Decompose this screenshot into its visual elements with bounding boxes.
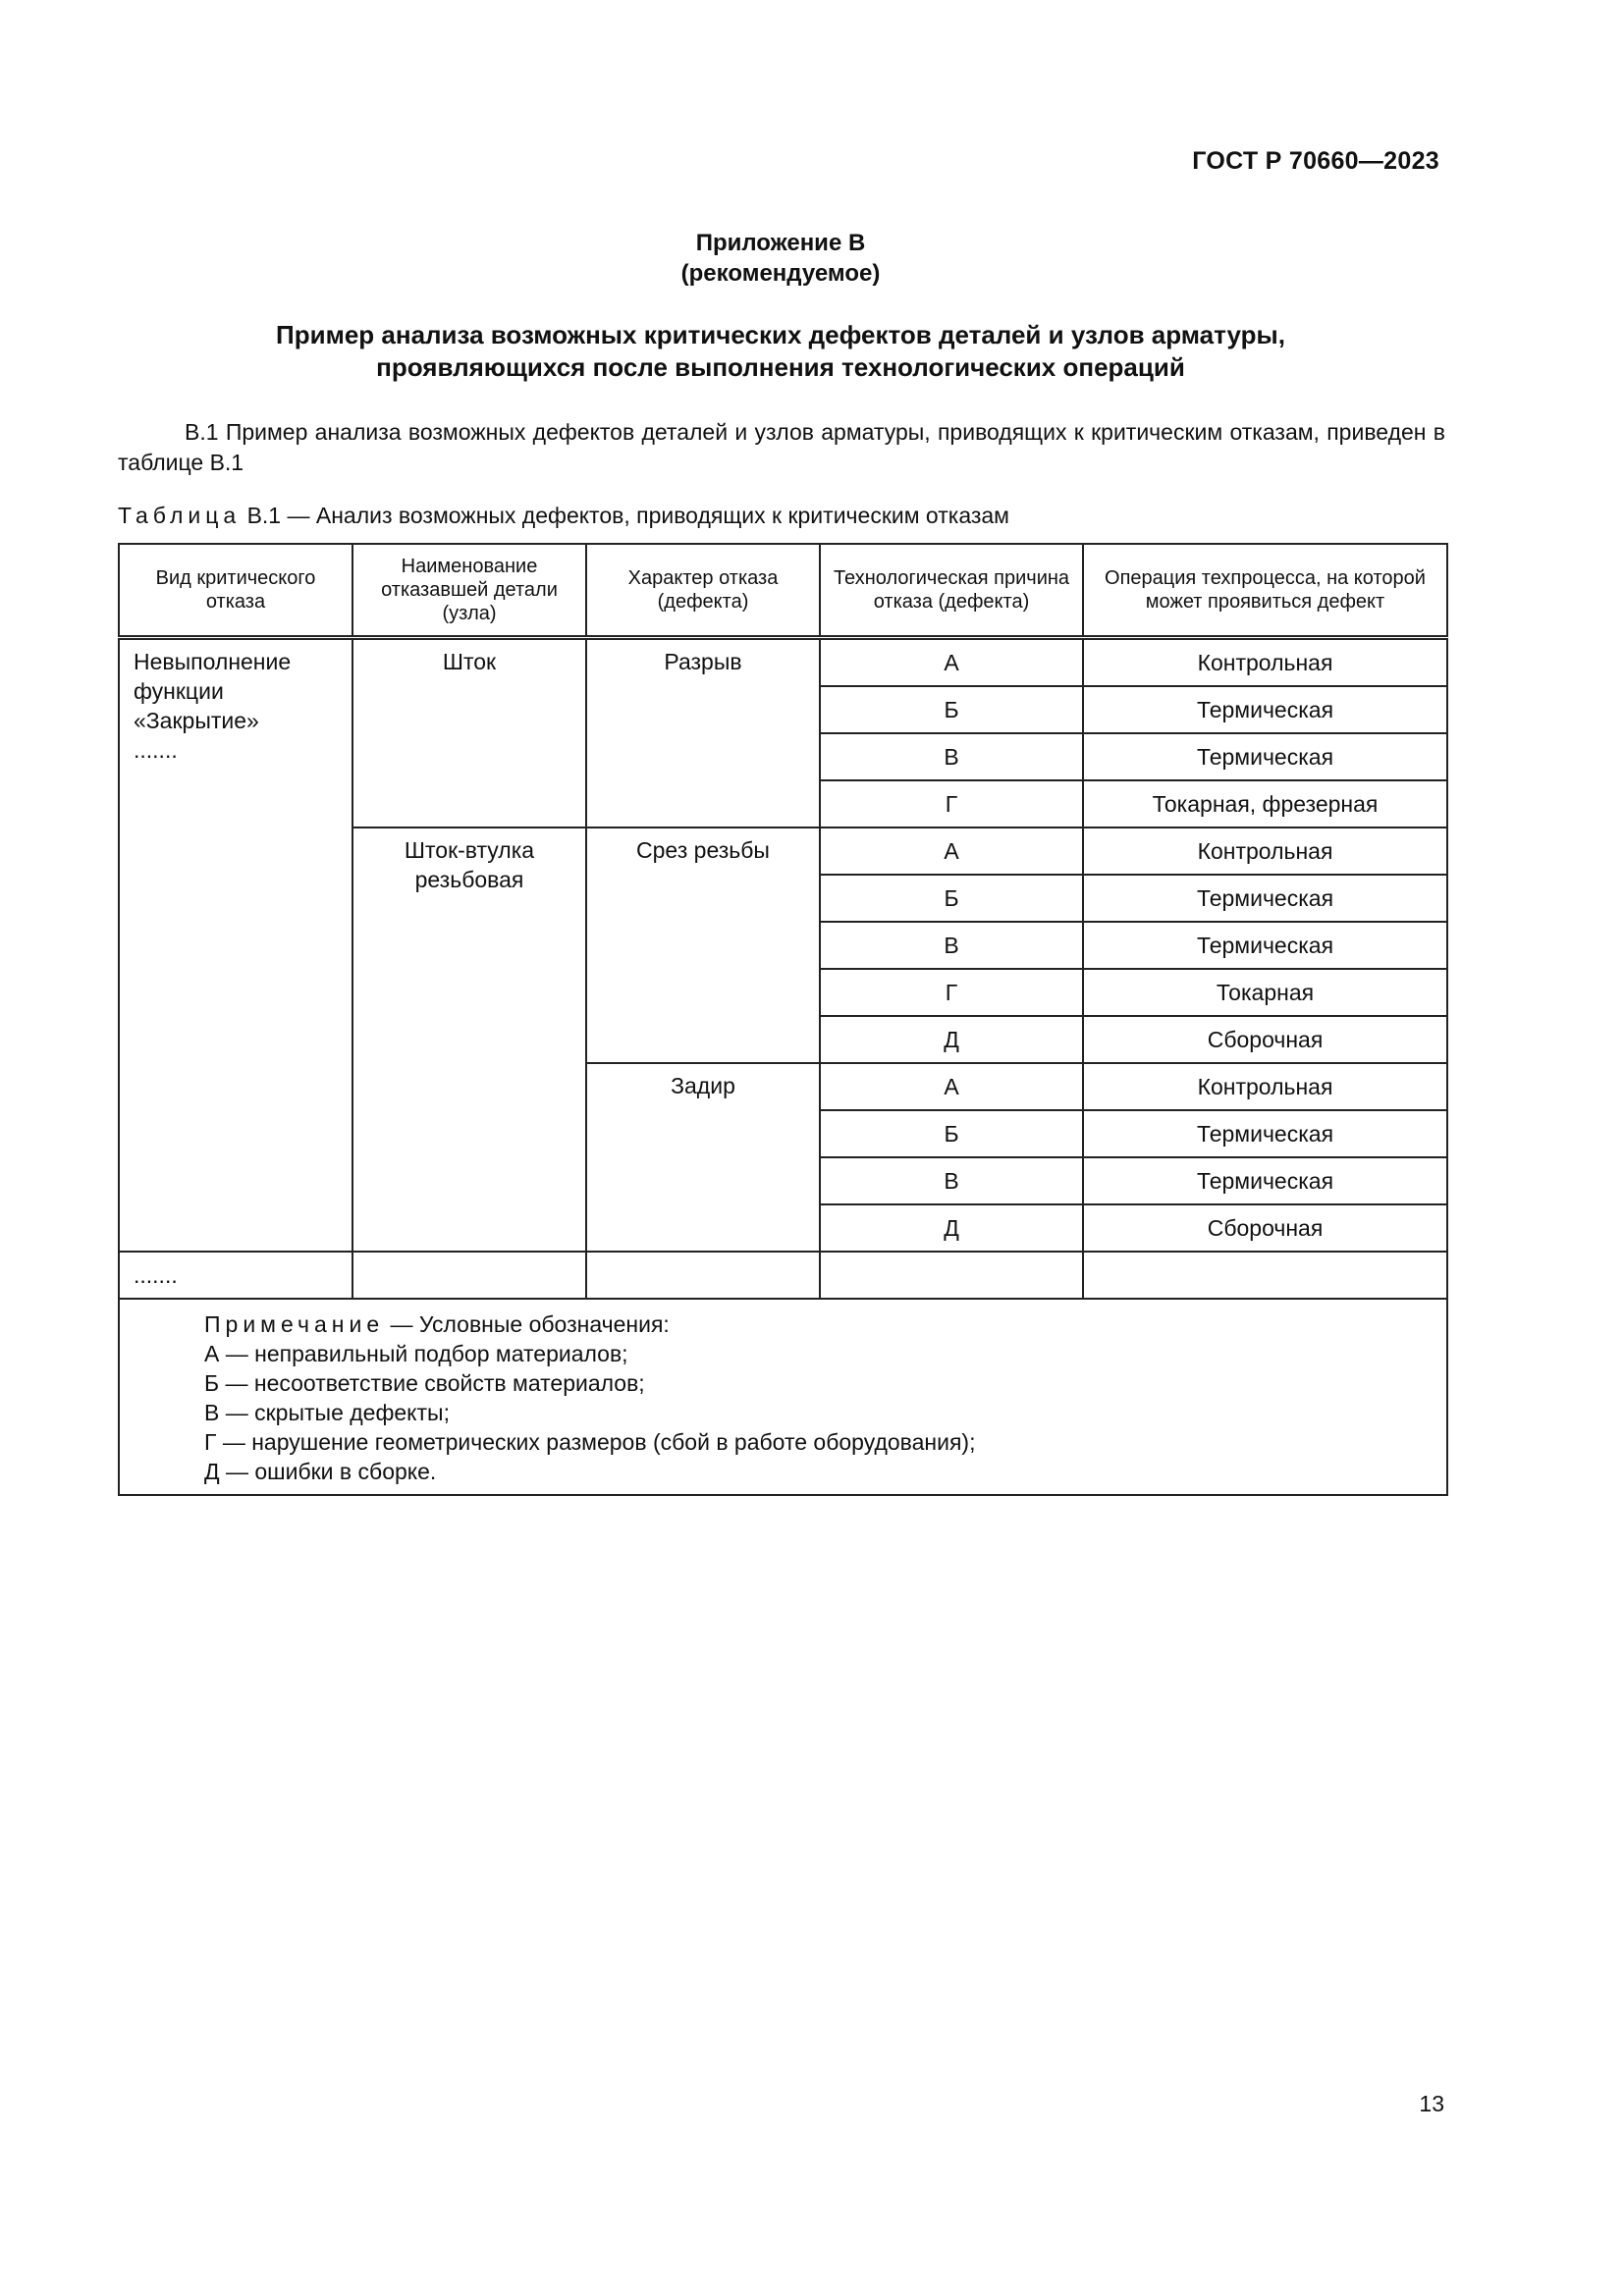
heading-line-1: Пример анализа возможных критических дефектов деталей и узлов арматуры, xyxy=(276,320,1285,349)
table-row xyxy=(119,638,1447,687)
cause-cell: В xyxy=(820,922,1083,969)
empty-cell xyxy=(820,1252,1083,1299)
table-caption xyxy=(118,501,1009,530)
intro-text: В.1 Пример анализа возможных дефектов деталей и узлов арматуры, приводящих к критическим отказам, приведен в таблице В.1 xyxy=(118,419,1445,475)
page-number: 13 xyxy=(1419,2091,1444,2116)
part-cell: Шток xyxy=(352,638,586,828)
annex-title xyxy=(0,228,1561,289)
cause-cell: Г xyxy=(820,969,1083,1016)
note-item: В — скрытые дефекты; xyxy=(204,1400,450,1425)
operation-cell: Термическая xyxy=(1083,922,1447,969)
operation-cell: Термическая xyxy=(1083,1110,1447,1157)
cause-cell: В xyxy=(820,733,1083,780)
cause-cell: Д xyxy=(820,1016,1083,1063)
empty-cell xyxy=(586,1252,820,1299)
annex-name: Приложение В xyxy=(695,230,866,256)
column-header-failure-type: Вид критического отказа xyxy=(119,544,352,638)
failure-type: Невыполнение функции «Закрытие» xyxy=(134,649,292,733)
operation-cell: Сборочная xyxy=(1083,1204,1447,1252)
standard-code: ГОСТ Р 70660—2023 xyxy=(1192,147,1439,175)
operation-cell: Токарная, фрезерная xyxy=(1083,780,1447,828)
note-item: Б — несоответствие свойств материалов; xyxy=(204,1370,645,1396)
empty-cell xyxy=(352,1252,586,1299)
operation-cell: Контрольная xyxy=(1083,638,1447,687)
operation-cell: Термическая xyxy=(1083,733,1447,780)
table-caption-label: Таблица xyxy=(118,503,242,528)
operation-cell: Сборочная xyxy=(1083,1016,1447,1063)
defect-cell: Срез резьбы xyxy=(586,828,820,1063)
cause-cell: Д xyxy=(820,1204,1083,1252)
cause-cell: А xyxy=(820,828,1083,875)
column-header-operation: Операция техпроцесса, на которой может проявиться дефект xyxy=(1083,544,1447,638)
cause-cell: А xyxy=(820,638,1083,687)
failure-type-ellipsis: ....... xyxy=(134,737,178,763)
defect-cell: Разрыв xyxy=(586,638,820,828)
defects-table xyxy=(118,543,1448,1496)
cause-cell: Б xyxy=(820,1110,1083,1157)
annex-status: (рекомендуемое) xyxy=(680,260,881,287)
document-heading xyxy=(0,319,1561,384)
operation-cell: Контрольная xyxy=(1083,828,1447,875)
column-header-defect: Характер отказа (дефекта) xyxy=(586,544,820,638)
operation-cell: Термическая xyxy=(1083,1157,1447,1204)
cause-cell: Б xyxy=(820,875,1083,922)
operation-cell: Токарная xyxy=(1083,969,1447,1016)
column-header-cause: Технологическая причина отказа (дефекта) xyxy=(820,544,1083,638)
heading-line-2: проявляющихся после выполнения технологических операций xyxy=(376,352,1185,382)
note-item: Г — нарушение геометрических размеров (сбой в работе оборудования); xyxy=(204,1429,976,1455)
table-caption-text: В.1 — Анализ возможных дефектов, приводящих к критическим отказам xyxy=(241,503,1009,528)
note-heading xyxy=(204,1309,1433,1339)
table-header-row xyxy=(119,544,1447,638)
note-intro: — Условные обозначения: xyxy=(384,1311,670,1337)
intro-paragraph xyxy=(118,417,1445,478)
operation-cell: Термическая xyxy=(1083,875,1447,922)
table-note xyxy=(119,1299,1447,1495)
empty-cell xyxy=(1083,1252,1447,1299)
note-label: Примечание xyxy=(204,1311,385,1337)
table-row-ellipsis xyxy=(119,1252,1447,1299)
cause-cell: Б xyxy=(820,686,1083,733)
cause-cell: Г xyxy=(820,780,1083,828)
note-item: А — неправильный подбор материалов; xyxy=(204,1341,628,1366)
defect-cell: Задир xyxy=(586,1063,820,1252)
operation-cell: Контрольная xyxy=(1083,1063,1447,1110)
note-item: Д — ошибки в сборке. xyxy=(204,1459,437,1484)
operation-cell: Термическая xyxy=(1083,686,1447,733)
failure-type-cell xyxy=(119,638,352,1253)
cause-cell: В xyxy=(820,1157,1083,1204)
part-cell: Шток-втулка резьбовая xyxy=(352,828,586,1252)
cause-cell: А xyxy=(820,1063,1083,1110)
column-header-part: Наименование отказавшей детали (узла) xyxy=(352,544,586,638)
ellipsis-cell: ....... xyxy=(119,1252,352,1299)
table-note-row xyxy=(119,1299,1447,1495)
